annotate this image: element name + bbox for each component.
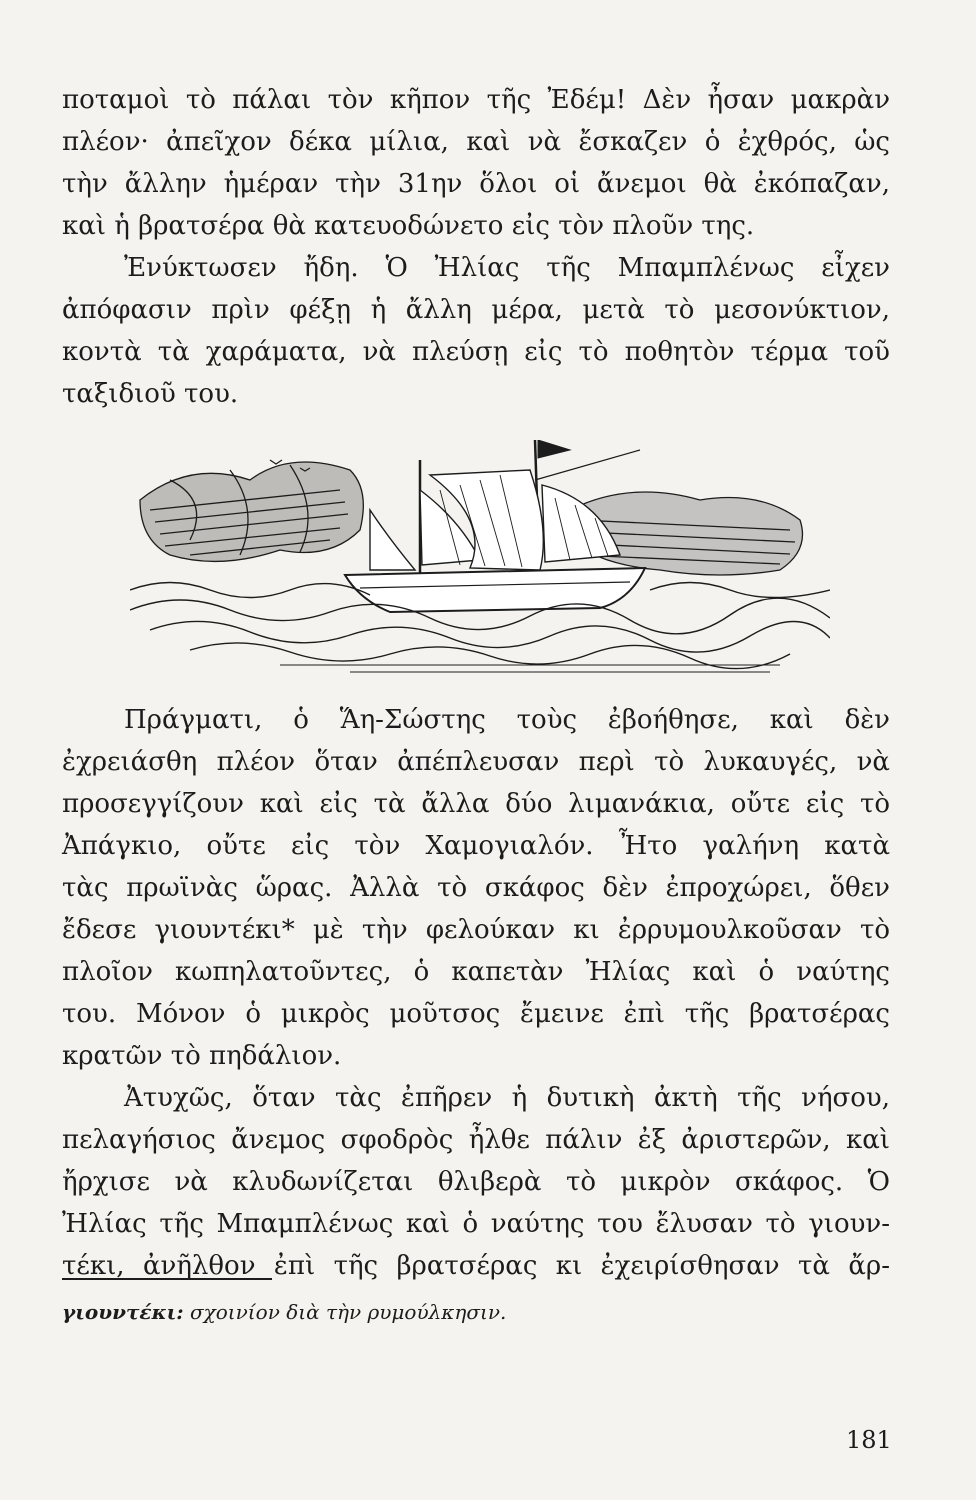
text-line: κρατῶν τὸ πηδάλιον. xyxy=(62,1041,342,1071)
sailing-ship-illustration xyxy=(130,440,830,680)
text-line: Πράγματι, ὁ Ἅη-Σώστης τοὺς ἐβοήθησε, καὶ δὲν xyxy=(124,705,890,735)
footnote-rule xyxy=(62,1278,272,1280)
text-line: Ἠλίας τῆς Μπαμπλένως καὶ ὁ ναύτης του ἔλυσαν τὸ γιουν- xyxy=(62,1209,890,1239)
storm-clouds-left xyxy=(140,462,363,561)
text-line: ἔδεσε γιουντέκι* μὲ τὴν φελούκαν κι ἐρρυμουλκοῦσαν τὸ xyxy=(62,915,890,945)
text-line: πελαγήσιος ἄνεμος σφοδρὸς ἦλθε πάλιν ἐξ ἀριστερῶν, καὶ xyxy=(62,1125,890,1155)
pennant-flag xyxy=(538,440,570,458)
text-line: τὰς πρωϊνὰς ὥρας. Ἀλλὰ τὸ σκάφος δὲν ἐπροχώρει, ὅθεν xyxy=(62,873,890,903)
text-line: Ἐνύκτωσεν ἤδη. Ὁ Ἠλίας τῆς Μπαμπλένως εἶχεν xyxy=(124,253,890,283)
text-line: κοντὰ τὰ χαράματα, νὰ πλεύσῃ εἰς τὸ ποθητὸν τέρμα τοῦ xyxy=(62,337,890,367)
text-line: Ἀπάγκιο, οὔτε εἰς τὸν Χαμογιαλόν. Ἦτο γαλήνη κατὰ xyxy=(62,831,890,861)
text-line: τὴν ἄλλην ἡμέραν τὴν 31ην ὅλοι οἱ ἄνεμοι θὰ ἐκόπαζαν, xyxy=(62,169,890,199)
text-line: ἐχρειάσθη πλέον ὅταν ἀπέπλευσαν περὶ τὸ λυκαυγές, νὰ xyxy=(62,747,890,777)
text-line: πλοῖον κωπηλατοῦντες, ὁ καπετὰν Ἠλίας καὶ ὁ ναύτης xyxy=(62,957,890,987)
text-line: προσεγγίζουν καὶ εἰς τὰ ἄλλα δύο λιμανάκια, οὔτε εἰς τὸ xyxy=(62,789,890,819)
footnote xyxy=(62,1300,506,1324)
text-line: ταξιδιοῦ του. xyxy=(62,379,239,409)
text-line: ἤρχισε νὰ κλυδωνίζεται θλιβερὰ τὸ μικρὸν σκάφος. Ὁ xyxy=(62,1167,890,1197)
text-line: τέκι, ἀνῆλθον ἐπὶ τῆς βρατσέρας κι ἐχειρίσθησαν τὰ ἄρ- xyxy=(62,1251,890,1281)
text-line: πλέον· ἀπεῖχον δέκα μίλια, καὶ νὰ ἔσκαζεν ὁ ἐχθρός, ὡς xyxy=(62,127,890,157)
text-line: ἀπόφασιν πρὶν φέξῃ ἡ ἄλλη μέρα, μετὰ τὸ μεσονύκτιον, xyxy=(62,295,890,325)
footnote-text: σχοινίον διὰ τὴν ρυμούλκησιν. xyxy=(183,1300,507,1324)
page-number: 181 xyxy=(846,1426,892,1454)
sails xyxy=(370,470,620,570)
text-line: καὶ ἡ βρατσέρα θὰ κατευοδώνετο εἰς τὸν πλοῦν της. xyxy=(62,211,755,241)
footnote-term: γιουντέκι: xyxy=(62,1300,184,1324)
text-line: Ἀτυχῶς, ὅταν τὰς ἐπῆρεν ἡ δυτικὴ ἀκτὴ τῆς νήσου, xyxy=(124,1083,890,1113)
text-line: ποταμοὶ τὸ πάλαι τὸν κῆπον τῆς Ἐδέμ! Δὲν ἦσαν μακρὰν xyxy=(62,85,890,115)
text-line: του. Μόνον ὁ μικρὸς μοῦτσος ἔμεινε ἐπὶ τῆς βρατσέρας xyxy=(62,999,890,1029)
